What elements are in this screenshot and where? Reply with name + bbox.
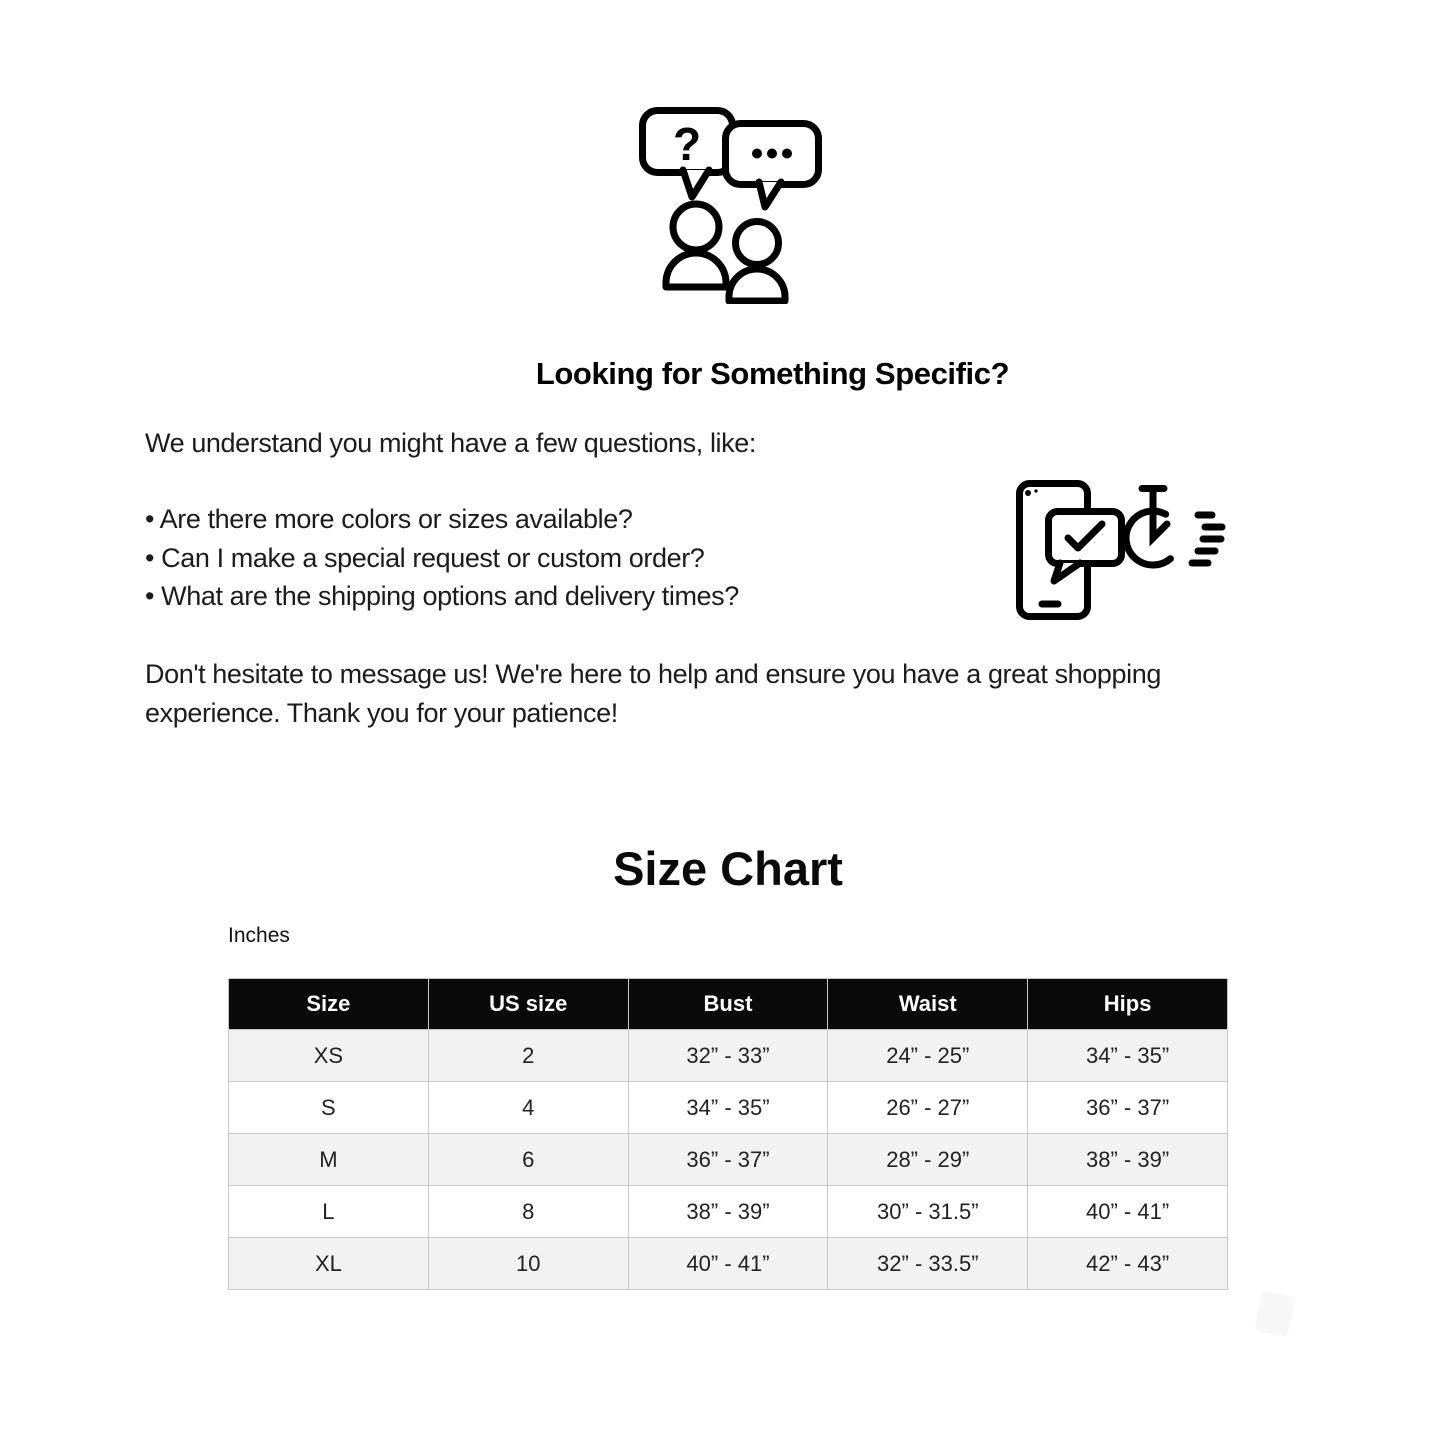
watermark: [1254, 1291, 1296, 1337]
table-cell: L: [229, 1186, 429, 1238]
table-cell: 40” - 41”: [628, 1238, 828, 1290]
column-header-us-size: US size: [428, 979, 628, 1030]
stopwatch-icon: [1126, 489, 1170, 566]
question-list: [145, 500, 739, 616]
column-header-size: Size: [229, 979, 429, 1030]
table-row: [229, 1238, 1228, 1290]
table-row: [229, 1186, 1228, 1238]
table-row: [229, 1082, 1228, 1134]
list-item: • Can I make a special request or custom order?: [145, 542, 705, 573]
table-cell: 10: [428, 1238, 628, 1290]
people-chat-icon: [639, 107, 822, 304]
table-cell: 38” - 39”: [628, 1186, 828, 1238]
outro-line: experience. Thank you for your patience!: [145, 697, 618, 728]
column-header-bust: Bust: [628, 979, 828, 1030]
table-cell: 36” - 37”: [628, 1134, 828, 1186]
table-cell: 40” - 41”: [1028, 1186, 1228, 1238]
speed-lines-icon: [1192, 515, 1222, 563]
table-cell: 34” - 35”: [628, 1082, 828, 1134]
table-cell: S: [229, 1082, 429, 1134]
intro-text: We understand you might have a few questions, like:: [145, 428, 756, 458]
table-cell: 28” - 29”: [828, 1134, 1028, 1186]
outro-text: [145, 655, 1161, 732]
typing-dots-icon: [752, 149, 792, 159]
list-item: • What are the shipping options and delivery times?: [145, 581, 739, 611]
table-cell: 30” - 31.5”: [828, 1186, 1028, 1238]
table-cell: 34” - 35”: [1028, 1030, 1228, 1082]
table-cell: M: [229, 1134, 429, 1186]
column-header-hips: Hips: [1028, 979, 1228, 1030]
table-cell: 6: [428, 1134, 628, 1186]
column-header-waist: Waist: [828, 979, 1028, 1030]
table-cell: XL: [229, 1238, 429, 1290]
table-row: [229, 1134, 1228, 1186]
table-cell: XS: [229, 1030, 429, 1082]
table-cell: 4: [428, 1082, 628, 1134]
header-row: [229, 979, 1228, 1030]
table-cell: 32” - 33”: [628, 1030, 828, 1082]
outro-line: Don't hesitate to message us! We're here to help and ensure you have a great shopping: [145, 659, 1161, 689]
table-cell: 42” - 43”: [1028, 1238, 1228, 1290]
table-cell: 38” - 39”: [1028, 1134, 1228, 1186]
table-cell: 36” - 37”: [1028, 1082, 1228, 1134]
unit-label: Inches: [228, 924, 290, 947]
table-cell: 24” - 25”: [828, 1030, 1028, 1082]
table-cell: 8: [428, 1186, 628, 1238]
two-people-icon: [666, 204, 785, 301]
section-heading: Looking for Something Specific?: [535, 356, 1010, 391]
fast-reply-icon: [1012, 478, 1237, 623]
question-glyph: ?: [672, 118, 702, 170]
size-chart-table: [228, 978, 1228, 1290]
table-cell: 26” - 27”: [828, 1082, 1028, 1134]
table-row: [229, 1030, 1228, 1082]
size-chart-title: Size Chart: [613, 842, 843, 895]
table-cell: 2: [428, 1030, 628, 1082]
list-item: • Are there more colors or sizes available?: [145, 504, 633, 534]
table-cell: 32” - 33.5”: [828, 1238, 1028, 1290]
